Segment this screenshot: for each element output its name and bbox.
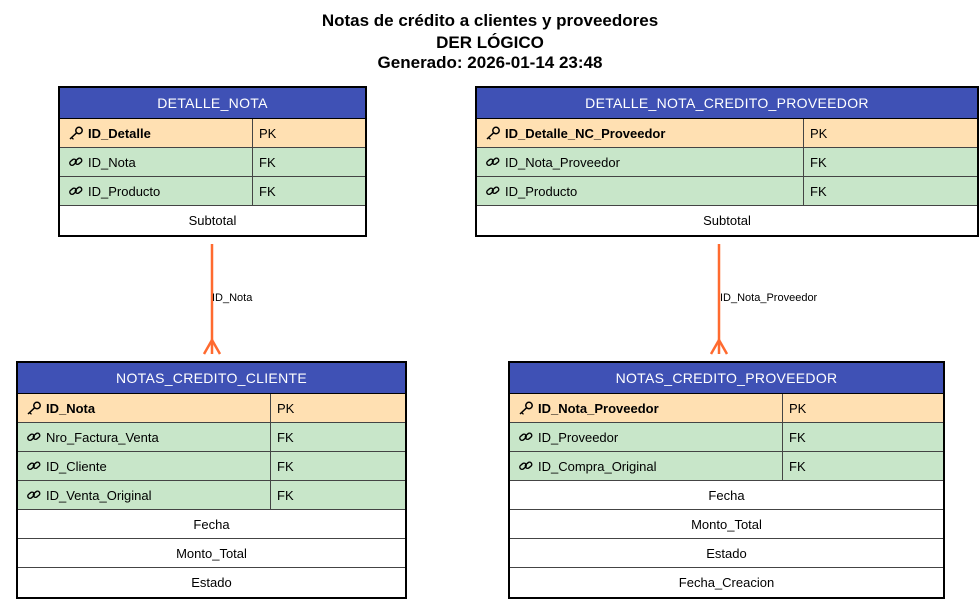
- key-type: FK: [810, 183, 827, 199]
- entity-header: NOTAS_CREDITO_PROVEEDOR: [510, 363, 943, 394]
- pk-row: [510, 394, 943, 423]
- key-type: FK: [259, 183, 276, 199]
- key-type: FK: [277, 429, 294, 445]
- fk-row: [18, 481, 405, 510]
- key-type: PK: [810, 125, 828, 141]
- diagram-title: Notas de crédito a clientes y proveedores: [321, 11, 659, 30]
- attribute-row: Estado: [510, 539, 943, 568]
- entity-notas-credito-proveedor[interactable]: [508, 361, 945, 599]
- entity-header: DETALLE_NOTA: [60, 88, 365, 119]
- attribute-row: Estado: [18, 568, 405, 597]
- key-icon: [68, 126, 84, 140]
- key-icon: [485, 126, 501, 140]
- link-icon: [518, 430, 534, 444]
- relationship-label-id-nota-proveedor: ID_Nota_Proveedor: [720, 292, 818, 304]
- fk-row: [18, 452, 405, 481]
- key-type: PK: [789, 400, 807, 416]
- fk-row: [510, 452, 943, 481]
- attribute-row: Monto_Total: [510, 510, 943, 539]
- key-type: PK: [277, 400, 295, 416]
- column-name: ID_Nota: [88, 154, 136, 170]
- generated-timestamp: Generado: 2026-01-14 23:48: [377, 53, 603, 72]
- column-name: ID_Nota: [46, 400, 96, 416]
- entity-detalle-nota-credito-proveedor[interactable]: [475, 86, 979, 237]
- entity-header: DETALLE_NOTA_CREDITO_PROVEEDOR: [477, 88, 977, 119]
- column-name: ID_Nota_Proveedor: [538, 400, 659, 416]
- link-icon: [26, 488, 42, 502]
- link-icon: [26, 430, 42, 444]
- attribute-row: Subtotal: [477, 206, 977, 235]
- key-icon: [26, 401, 42, 415]
- entity-detalle-nota[interactable]: [58, 86, 367, 237]
- fk-row: [477, 148, 977, 177]
- link-icon: [68, 184, 84, 198]
- fk-row: [18, 423, 405, 452]
- link-icon: [485, 184, 501, 198]
- key-type: FK: [277, 487, 294, 503]
- attribute-row: Fecha_Creacion: [510, 568, 943, 597]
- entity-header: NOTAS_CREDITO_CLIENTE: [18, 363, 405, 394]
- pk-row: [477, 119, 977, 148]
- fk-row: [477, 177, 977, 206]
- attribute-row: Subtotal: [60, 206, 365, 235]
- column-name: ID_Detalle_NC_Proveedor: [505, 125, 666, 141]
- attribute-row: Monto_Total: [18, 539, 405, 568]
- fk-row: [510, 423, 943, 452]
- key-type: FK: [277, 458, 294, 474]
- key-icon: [518, 401, 534, 415]
- key-type: FK: [789, 458, 806, 474]
- attribute-row: Fecha: [510, 481, 943, 510]
- column-name: ID_Compra_Original: [538, 458, 657, 474]
- key-type: PK: [259, 125, 277, 141]
- column-name: ID_Nota_Proveedor: [505, 154, 620, 170]
- key-type: FK: [259, 154, 276, 170]
- relationship-label-id-nota: ID_Nota: [212, 292, 253, 304]
- column-name: Nro_Factura_Venta: [46, 429, 159, 445]
- pk-row: [18, 394, 405, 423]
- entity-notas-credito-cliente[interactable]: [16, 361, 407, 599]
- column-name: ID_Venta_Original: [46, 487, 152, 503]
- diagram-subtitle: DER LÓGICO: [436, 33, 544, 52]
- attribute-row: Fecha: [18, 510, 405, 539]
- column-name: ID_Producto: [88, 183, 161, 199]
- link-icon: [68, 155, 84, 169]
- key-type: FK: [810, 154, 827, 170]
- column-name: ID_Producto: [505, 183, 578, 199]
- fk-row: [60, 148, 365, 177]
- link-icon: [26, 459, 42, 473]
- key-type: FK: [789, 429, 806, 445]
- column-name: ID_Cliente: [46, 458, 107, 474]
- link-icon: [518, 459, 534, 473]
- link-icon: [485, 155, 501, 169]
- fk-row: [60, 177, 365, 206]
- column-name: ID_Proveedor: [538, 429, 619, 445]
- pk-row: [60, 119, 365, 148]
- column-name: ID_Detalle: [88, 125, 151, 141]
